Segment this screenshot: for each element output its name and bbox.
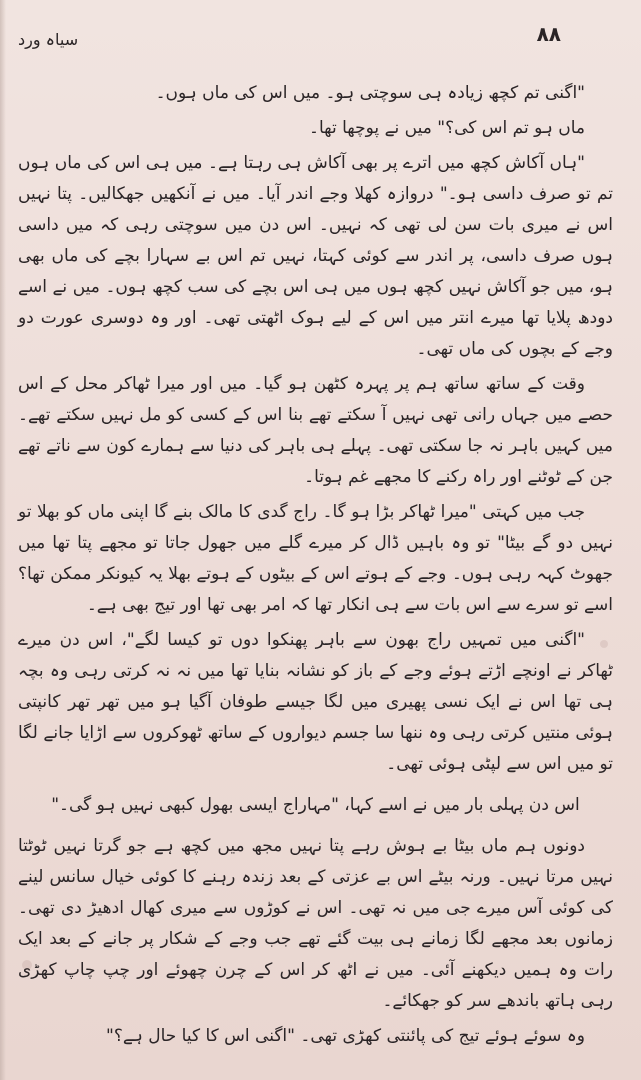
- paragraph: دونوں ہم ماں بیٹا بے ہوش رہے پتا نہیں مجھ میں کچھ ہے جو گرتا نہیں ٹوٹتا نہیں مرتا نہیں۔ ورنہ بیٹے اس بے عزتی کے بعد زندہ رہنے کا کوئی خیال سانس لینے کی کوئی آس میرے جی میں نہ تھی۔ اس نے کوڑوں سے میری کھال ادھیڑ دی تھی۔ زمانوں بعد مجھے لگا زمانے ہی بیت گئے تھے جب وجے کے شکار پر جانے کے بعد ایک رات وہ ہمیں دیکھنے آئی۔ میں نے اٹھ کر اس کے چرن چھوئے اور چپ چاپ کھڑی رہی ہاتھ باندھے سر کو جھکائے۔: [18, 836, 613, 1011]
- paragraph: وہ سوئے ہوئے تیج کی پائنتی کھڑی تھی۔ "اگنی اس کا کیا حال ہے؟": [106, 1026, 585, 1046]
- page-number: ۸۸: [536, 22, 561, 46]
- paragraph: وقت کے ساتھ ساتھ ہم پر پہرہ کٹھن ہو گیا۔ میں اور میرا ٹھاکر محل کے اس حصے میں جہاں رانی تھی نہیں آ سکتے تھے بنا اس کے کسی کو مل نہیں سکتے تھے۔ میں کہیں باہر نہ جا سکتی تھی۔ پہلے ہی باہر کی دنیا سے ہمارے کون سے ناتے تھے جن کے ٹوٹنے اور راہ رکنے کا مجھے غم ہوتا۔: [18, 374, 613, 487]
- paper-stain: [22, 960, 32, 970]
- journal-name: سیاہ ورد: [18, 30, 79, 49]
- paragraph: "اگنی تم کچھ زیادہ ہی سوچتی ہو۔ میں اس کی ماں ہوں۔: [155, 83, 585, 103]
- paragraph: جب میں کہتی "میرا ٹھاکر بڑا ہو گا۔ راج گدی کا مالک بنے گا اپنی ماں کو بھلا تو نہیں دو گے بیٹا" تو وہ باہیں ڈال کر میرے گلے میں جھول جاتا تو مجھے پتا تھا میں جھوٹ کہہ رہی ہوں۔ وجے کے ہوتے اس کے بیٹوں کے ہوتے بھلا یہ کیونکر ممکن تھا؟ اسے تو سرے سے اس بات سے ہی انکار تھا کہ امر بھی تھا اور تیج بھی ہے۔: [18, 502, 613, 615]
- paper-stain: [600, 640, 608, 648]
- centered-line: اس دن پہلی بار میں نے اسے کہا، "مہاراج ایسی بھول کبھی نہیں ہو گی۔": [51, 795, 580, 815]
- paragraph: "ہاں آکاش کچھ میں اترے پر بھی آکاش ہی رہتا ہے۔ میں ہی اس کی ماں ہوں تم تو صرف داسی ہو۔" دروازہ کھلا وجے اندر آیا۔ میں نے آنکھیں جھکالیں۔ پتا نہیں اس نے میری بات سن لی تھی کہ نہیں۔ اس دن میں سوچتی رہی کہ میں داسی ہوں صرف داسی، پر اندر سے کوئی کہتا، نہیں تم اس بے سہارا بچے کی ماں بھی ہو، میں جو آکاش نہیں کچھ ہوں میں ہی اس بچے کی سب کچھ ہوں۔ میں نے اسے دودھ پلایا تھا میرے انتر میں اس کے لیے ہوک اٹھتی تھی۔ اور وہ دوسری عورت دو وجے کے بچوں کی ماں تھی۔: [18, 153, 613, 359]
- article-body: [18, 78, 613, 1056]
- paragraph: ماں ہو تم اس کی؟" میں نے پوچھا تھا۔: [309, 118, 585, 138]
- paragraph: "اگنی میں تمہیں راج بھون سے باہر پھنکوا دوں تو کیسا لگے"، اس دن میرے ٹھاکر نے اونچے اڑتے ہوئے وجے کے باز کو نشانہ بنایا تھا میں نہ نہ کرتی رہی وہ بچہ ہی تھا اس نے ایک نسی پھیری میں لگا جیسے طوفان آگیا ہو میں تھر تھر کانپتی ہوئی منتیں کرتی رہی وہ ننھا سا جسم دیواروں کے ساتھ ٹھوکروں سے اڑایا جانے لگا تو میں اس سے لپٹی ہوئی تھی۔: [18, 630, 613, 774]
